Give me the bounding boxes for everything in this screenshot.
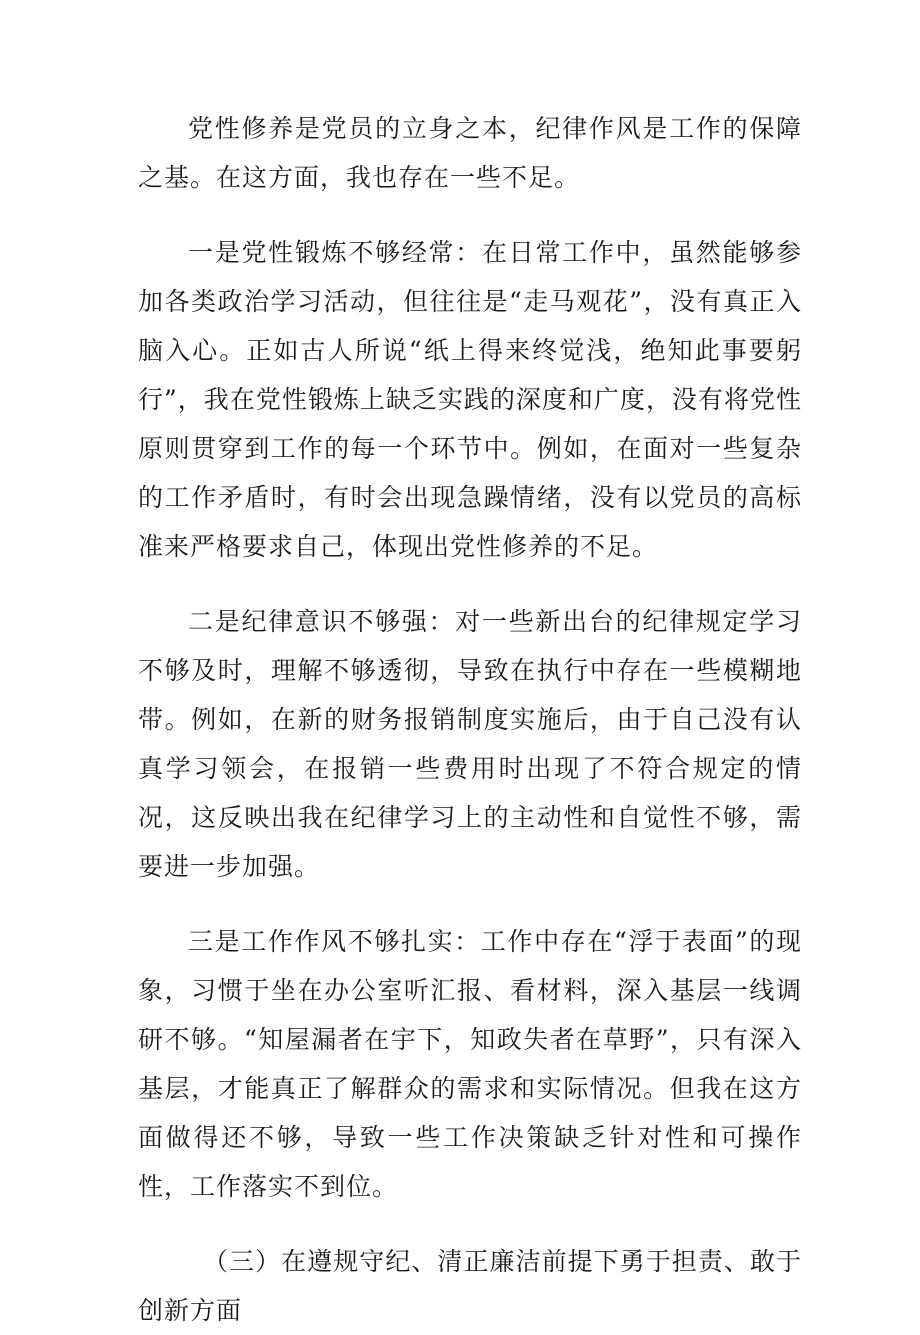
intro-paragraph: 党性修养是党员的立身之本，纪律作风是工作的保障之基。在这方面，我也存在一些不足。 (138, 114, 802, 192)
section-heading: （三）在遵规守纪、清正廉洁前提下勇于担责、敢于创新方面 (138, 1247, 802, 1325)
document-body (138, 104, 802, 1335)
party-spirit-paragraph: 一是党性锻炼不够经常：在日常工作中，虽然能够参加各类政治学习活动，但往往是“走马观花”，没有真正入脑入心。正如古人所说“纸上得来终觉浅，绝知此事要躬行”，我在党性锻炼上缺乏实践的深度和广度，没有将党性原则贯穿到工作的每一个环节中。例如，在面对一些复杂的工作矛盾时，有时会出现急躁情绪，没有以党员的高标准来严格要求自己，体现出党性修养的不足。 (138, 238, 802, 561)
discipline-paragraph: 二是纪律意识不够强：对一些新出台的纪律规定学习不够及时，理解不够透彻，导致在执行中存在一些模糊地带。例如，在新的财务报销制度实施后，由于自己没有认真学习领会，在报销一些费用时出现了不符合规定的情况，这反映出我在纪律学习上的主动性和自觉性不够，需要进一步加强。 (138, 607, 802, 881)
work-style-paragraph: 三是工作作风不够扎实：工作中存在“浮于表面”的现象，习惯于坐在办公室听汇报、看材料，深入基层一线调研不够。“知屋漏者在宇下，知政失者在草野”，只有深入基层，才能真正了解群众的需求和实际情况。但我在这方面做得还不够，导致一些工作决策缺乏针对性和可操作性，工作落实不到位。 (138, 927, 802, 1201)
